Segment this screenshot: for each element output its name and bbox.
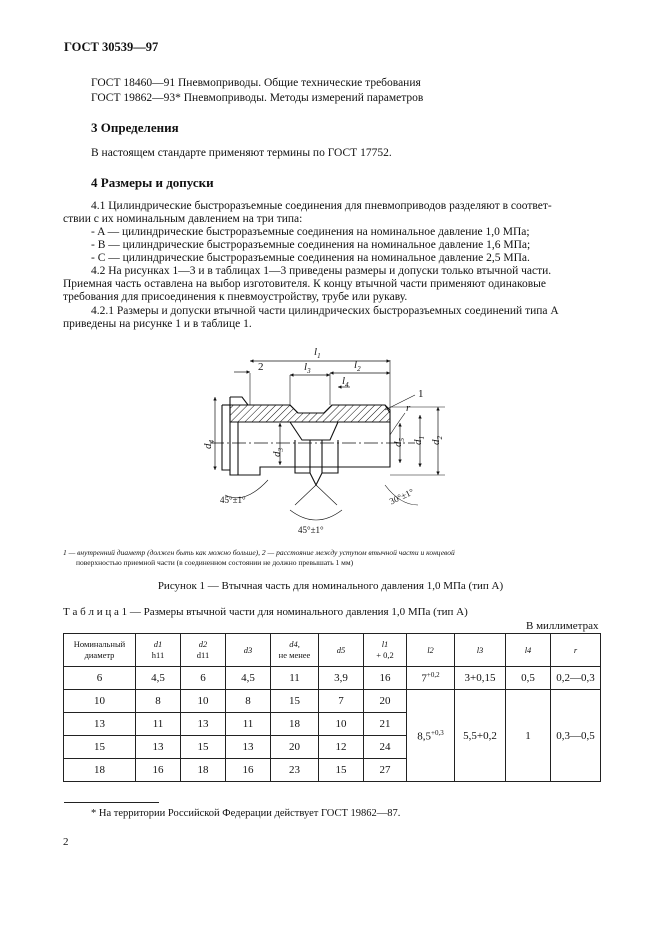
label-d2: $d_2$ — [430, 436, 444, 445]
table-cell: 20 — [271, 736, 319, 759]
label-1: 1 — [418, 388, 424, 400]
header-cell: r — [551, 634, 601, 667]
table-cell-merged: 5,5+0,2 — [455, 690, 506, 782]
section-heading: 3 Определения — [91, 120, 179, 135]
table-cell: 18 — [271, 713, 319, 736]
table-title: Т а б л и ц а 1 — Размеры втычной части для номинального давления 1,0 МПа (тип A) — [63, 606, 468, 618]
table-cell-merged: $8,5^{+0,3}$ — [407, 690, 455, 782]
table-cell: 10 — [64, 690, 136, 713]
table-cell: 23 — [271, 759, 319, 782]
table-units: В миллиметрах — [526, 620, 599, 632]
label-2: 2 — [258, 361, 264, 373]
table-row — [64, 690, 601, 713]
table-cell: 3+0,15 — [455, 667, 506, 690]
table-cell: 13 — [136, 736, 181, 759]
label-l2: $l_2$ — [354, 359, 361, 373]
table-cell: 10 — [319, 713, 364, 736]
table-cell: 11 — [226, 713, 271, 736]
page-number: 2 — [63, 836, 69, 848]
table-cell: 4,5 — [136, 667, 181, 690]
header-cell: d1 h11 — [136, 634, 181, 667]
table-cell: 15 — [64, 736, 136, 759]
header-cell: Номинальный диаметр — [64, 634, 136, 667]
table-cell: 10 — [181, 690, 226, 713]
paragraph-line: Приемная часть оставлена на выбор изготовителя. К концу втычной части применяют одинаковые — [63, 278, 546, 290]
label-l1: $l_1$ — [314, 346, 321, 360]
table-cell: 7 — [319, 690, 364, 713]
figure-note: поверхностью приемной части (в соединенном состоянии не должно превышать 1 мм) — [76, 558, 354, 567]
table-cell: 8 — [136, 690, 181, 713]
table-cell: 15 — [181, 736, 226, 759]
label-d3: $d_3$ — [271, 448, 285, 457]
table-cell: 6 — [181, 667, 226, 690]
table-cell: 3,9 — [319, 667, 364, 690]
paragraph-line: ствии с их номинальным давлением на три типа: — [63, 213, 303, 225]
reference-line: ГОСТ 19862—93* Пневмоприводы. Методы измерений параметров — [91, 92, 424, 104]
table-cell: 12 — [319, 736, 364, 759]
paragraph-line: приведены на рисунке 1 и в таблице 1. — [63, 318, 252, 330]
table-cell: 27 — [364, 759, 407, 782]
table-cell: 13 — [226, 736, 271, 759]
angle-bottom-label: 45°±1° — [298, 525, 324, 535]
figure-note: 1 — внутренний диаметр (должен быть как можно больше), 2 — расстояние между уступом втычной части и концевой — [63, 548, 455, 557]
table-cell: $7^{+0,2}$ — [407, 667, 455, 690]
label-l4: $l_4$ — [342, 375, 349, 389]
paragraph-line: 4.2.1 Размеры и допуски втычной части цилиндрических быстроразъемных соединений типа A — [91, 305, 559, 317]
angle-right-label: 30°±1° — [387, 486, 416, 507]
table-row — [64, 667, 601, 690]
paragraph-line: 4.1 Цилиндрические быстроразъемные соединения для пневмоприводов разделяют в соответ- — [91, 200, 552, 212]
footnote-divider — [64, 802, 159, 803]
header-cell: d5 — [319, 634, 364, 667]
label-d4: $d_4$ — [202, 440, 216, 449]
table-cell: 16 — [226, 759, 271, 782]
table-cell: 11 — [136, 713, 181, 736]
header-cell: l4 — [506, 634, 551, 667]
header-cell: d2 d11 — [181, 634, 226, 667]
footnote: * На территории Российской Федерации действует ГОСТ 19862—87. — [91, 808, 401, 819]
figure-caption: Рисунок 1 — Втычная часть для номинального давления 1,0 МПа (тип A) — [157, 580, 504, 592]
list-item: - C — цилиндрические быстроразъемные соединения на номинальное давление 2,5 МПа. — [91, 252, 530, 264]
table-cell: 6 — [64, 667, 136, 690]
table-cell: 24 — [364, 736, 407, 759]
reference-line: ГОСТ 18460—91 Пневмоприводы. Общие технические требования — [91, 77, 421, 89]
label-l3: $l_3$ — [304, 361, 311, 375]
paragraph-line: 4.2 На рисунках 1—3 и в таблицах 1—3 приведены размеры и допуски только втычной части. — [91, 265, 552, 277]
dimensions-table — [63, 633, 601, 782]
table-cell: 0,2—0,3 — [551, 667, 601, 690]
list-item: - B — цилиндрические быстроразъемные соединения на номинальное давление 1,6 МПа; — [91, 239, 531, 251]
table-header-row — [64, 634, 601, 667]
header-cell: d4, не менее — [271, 634, 319, 667]
table-cell: 15 — [271, 690, 319, 713]
table-cell: 16 — [364, 667, 407, 690]
table-cell: 0,5 — [506, 667, 551, 690]
table-cell: 15 — [319, 759, 364, 782]
label-d5: $d_5$ — [392, 438, 406, 447]
header-cell: l1 + 0,2 — [364, 634, 407, 667]
paragraph: В настоящем стандарте применяют термины по ГОСТ 17752. — [91, 147, 392, 159]
table-cell-merged: 1 — [506, 690, 551, 782]
label-r: r — [406, 402, 411, 414]
table-cell-merged: 0,3—0,5 — [551, 690, 601, 782]
header-cell: l3 — [455, 634, 506, 667]
table-cell: 18 — [64, 759, 136, 782]
angle-left-label: 45°±1° — [220, 495, 246, 505]
table-cell: 11 — [271, 667, 319, 690]
technical-drawing — [190, 335, 480, 540]
section-heading: 4 Размеры и допуски — [91, 175, 214, 190]
table-cell: 18 — [181, 759, 226, 782]
table-cell: 13 — [181, 713, 226, 736]
list-item: - A — цилиндрические быстроразъемные соединения на номинальное давление 1,0 МПа; — [91, 226, 530, 238]
hatched-wall — [230, 405, 390, 422]
table-cell: 4,5 — [226, 667, 271, 690]
header-cell: d3 — [226, 634, 271, 667]
paragraph-line: требования для присоединения к пневмоустройству, трубе или рукаву. — [63, 291, 408, 303]
header-cell: l2 — [407, 634, 455, 667]
table-cell: 16 — [136, 759, 181, 782]
document-header: ГОСТ 30539—97 — [64, 40, 159, 54]
table-cell: 20 — [364, 690, 407, 713]
table-cell: 13 — [64, 713, 136, 736]
table-cell: 8 — [226, 690, 271, 713]
label-d1: $d_1$ — [412, 436, 426, 445]
table-cell: 21 — [364, 713, 407, 736]
